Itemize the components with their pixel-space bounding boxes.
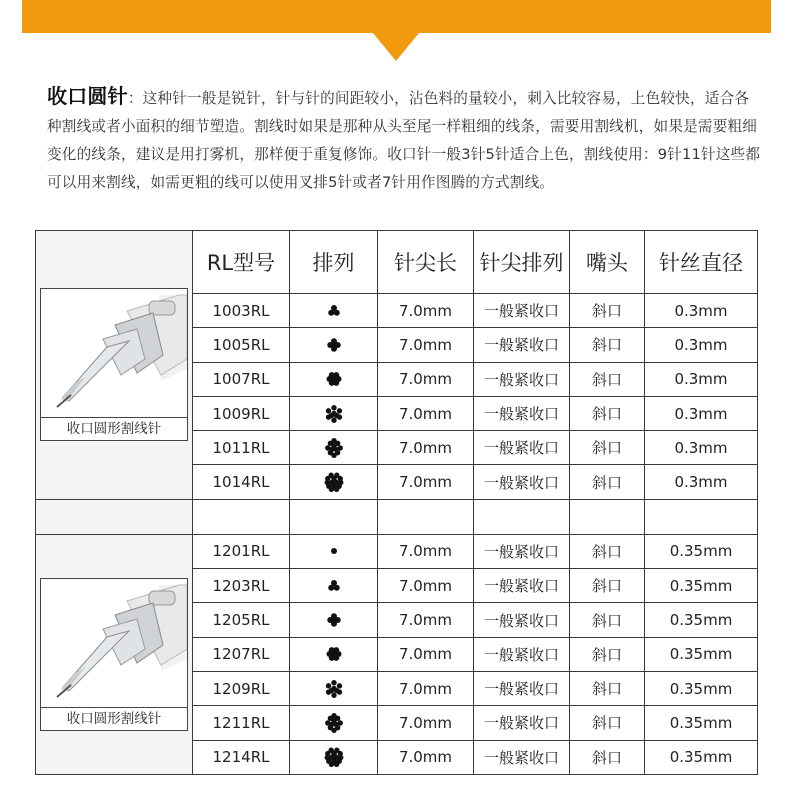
diameter-cell: 0.35mm	[645, 671, 758, 705]
arrangement-cell	[290, 740, 378, 774]
tip-length-cell: 7.0mm	[378, 671, 474, 705]
product-photo-label: 收口圆形割线针	[41, 707, 187, 730]
spacer-cell	[378, 499, 474, 534]
needle-dot	[331, 548, 337, 554]
needle-cartridge-icon	[41, 289, 187, 417]
needle-dot	[331, 692, 336, 697]
needle-dot	[328, 309, 334, 315]
needle-dot	[328, 687, 333, 692]
table-header-row	[36, 231, 758, 294]
diameter-cell: 0.3mm	[645, 396, 758, 430]
header-model: RL型号	[193, 231, 290, 294]
diameter-cell: 0.35mm	[645, 534, 758, 568]
needle-dot	[333, 380, 339, 386]
needle-dot	[333, 584, 339, 590]
needle-arrangement-icon	[317, 399, 351, 429]
diameter-cell: 0.3mm	[645, 328, 758, 362]
model-cell: 1214RL	[193, 740, 290, 774]
product-photo	[40, 288, 188, 441]
needle-dot	[336, 683, 341, 688]
needle-dot	[331, 417, 336, 422]
mouth-cell: 斜口	[570, 569, 645, 603]
mouth-cell: 斜口	[570, 637, 645, 671]
arrangement-cell	[290, 569, 378, 603]
spacer-cell	[474, 499, 570, 534]
model-cell: 1205RL	[193, 603, 290, 637]
needle-dot	[325, 408, 330, 413]
mouth-cell: 斜口	[570, 671, 645, 705]
needle-dot	[333, 446, 338, 451]
needle-arrangement-icon	[317, 571, 351, 601]
tip-length-cell: 7.0mm	[378, 328, 474, 362]
needle-dot	[331, 346, 337, 352]
model-cell: 1011RL	[193, 431, 290, 465]
needle-dot	[325, 683, 330, 688]
needle-dot	[328, 762, 333, 767]
model-cell: 1014RL	[193, 465, 290, 499]
tip-length-cell: 7.0mm	[378, 603, 474, 637]
needle-dot	[328, 487, 333, 492]
intro-text: ：这种针一般是锐针，针与针的间距较小，沾色料的量较小，刺入比较容易，上色较快，适合各种割线或者小面积的细节塑造。割线时如果是那种从头至尾一样粗细的线条，需要用割线机，如果是需要粗细变化的线条，建议是用打雾机，那样便于重复修饰。收口针一般3针5针适合上色，割线使用：9针11针这些都可以用来割线，如需更粗的线可以使用叉排5针或者7针用作图腾的方式割线。	[47, 90, 761, 191]
tip-arrangement-cell: 一般紧收口	[474, 671, 570, 705]
model-cell: 1209RL	[193, 671, 290, 705]
tip-length-cell: 7.0mm	[378, 294, 474, 328]
spacer-cell	[645, 499, 758, 534]
arrangement-cell	[290, 671, 378, 705]
mouth-cell: 斜口	[570, 603, 645, 637]
tip-length-cell: 7.0mm	[378, 431, 474, 465]
mouth-cell: 斜口	[570, 396, 645, 430]
model-cell: 1007RL	[193, 362, 290, 396]
spacer-cell	[36, 499, 193, 534]
diameter-cell: 0.3mm	[645, 465, 758, 499]
mouth-cell: 斜口	[570, 740, 645, 774]
needle-arrangement-icon	[317, 639, 351, 669]
diameter-cell: 0.35mm	[645, 569, 758, 603]
tip-length-cell: 7.0mm	[378, 465, 474, 499]
arrangement-cell	[290, 637, 378, 671]
tip-arrangement-cell: 一般紧收口	[474, 740, 570, 774]
needle-spec-table	[35, 230, 758, 775]
mouth-cell: 斜口	[570, 534, 645, 568]
model-cell: 1003RL	[193, 294, 290, 328]
mouth-cell: 斜口	[570, 328, 645, 362]
diameter-cell: 0.35mm	[645, 637, 758, 671]
needle-dot	[333, 655, 339, 661]
tip-length-cell: 7.0mm	[378, 569, 474, 603]
needle-dot	[331, 727, 336, 732]
diameter-cell: 0.35mm	[645, 706, 758, 740]
needle-arrangement-icon	[317, 433, 351, 463]
arrangement-cell	[290, 396, 378, 430]
arrangement-cell	[290, 362, 378, 396]
model-cell: 1005RL	[193, 328, 290, 362]
arrangement-cell	[290, 465, 378, 499]
diameter-cell: 0.3mm	[645, 294, 758, 328]
diameter-cell: 0.3mm	[645, 362, 758, 396]
product-photo-cell	[36, 534, 193, 774]
needle-arrangement-icon	[317, 742, 351, 772]
needle-dot	[333, 722, 338, 727]
header-mouth: 嘴头	[570, 231, 645, 294]
needle-dot	[331, 452, 336, 457]
tip-arrangement-cell: 一般紧收口	[474, 465, 570, 499]
mouth-cell: 斜口	[570, 431, 645, 465]
model-cell: 1207RL	[193, 637, 290, 671]
arrangement-cell	[290, 328, 378, 362]
tip-arrangement-cell: 一般紧收口	[474, 396, 570, 430]
arrangement-cell	[290, 706, 378, 740]
spacer-row	[36, 499, 758, 534]
needle-dot	[328, 584, 334, 590]
needle-dot	[333, 487, 338, 492]
model-cell: 1009RL	[193, 396, 290, 430]
tip-length-cell: 7.0mm	[378, 396, 474, 430]
needle-dot	[331, 680, 336, 685]
product-photo	[40, 578, 188, 731]
tip-arrangement-cell: 一般紧收口	[474, 328, 570, 362]
tip-arrangement-cell: 一般紧收口	[474, 534, 570, 568]
needle-dot	[333, 687, 338, 692]
spacer-cell	[290, 499, 378, 534]
arrangement-cell	[290, 603, 378, 637]
needle-dot	[331, 405, 336, 410]
mouth-cell: 斜口	[570, 362, 645, 396]
intro-title: 收口圆针	[47, 84, 128, 108]
diameter-cell: 0.3mm	[645, 431, 758, 465]
needle-dot	[331, 621, 337, 627]
header-arrangement: 排列	[290, 231, 378, 294]
product-photo-label: 收口圆形割线针	[41, 417, 187, 440]
spacer-cell	[570, 499, 645, 534]
tip-arrangement-cell: 一般紧收口	[474, 603, 570, 637]
diameter-cell: 0.35mm	[645, 740, 758, 774]
tip-arrangement-cell: 一般紧收口	[474, 569, 570, 603]
needle-arrangement-icon	[317, 296, 351, 326]
tip-length-cell: 7.0mm	[378, 637, 474, 671]
needle-arrangement-icon	[317, 330, 351, 360]
model-cell: 1211RL	[193, 706, 290, 740]
tip-arrangement-cell: 一般紧收口	[474, 362, 570, 396]
tip-arrangement-cell: 一般紧收口	[474, 431, 570, 465]
mouth-cell: 斜口	[570, 465, 645, 499]
needle-arrangement-icon	[317, 364, 351, 394]
arrangement-cell	[290, 294, 378, 328]
tip-length-cell: 7.0mm	[378, 534, 474, 568]
header-tip-length: 针尖长	[378, 231, 474, 294]
needle-arrangement-icon	[317, 605, 351, 635]
tip-arrangement-cell: 一般紧收口	[474, 294, 570, 328]
needle-dot	[333, 762, 338, 767]
header-diameter: 针丝直径	[645, 231, 758, 294]
down-arrow-icon	[373, 33, 419, 61]
needle-dot	[336, 408, 341, 413]
header-tip-arrangement: 针尖排列	[474, 231, 570, 294]
needle-dot	[333, 412, 338, 417]
tip-length-cell: 7.0mm	[378, 740, 474, 774]
tip-length-cell: 7.0mm	[378, 706, 474, 740]
intro-paragraph	[47, 82, 762, 197]
diameter-cell: 0.35mm	[645, 603, 758, 637]
tip-arrangement-cell: 一般紧收口	[474, 706, 570, 740]
table-row	[36, 534, 758, 568]
needle-arrangement-icon	[317, 674, 351, 704]
model-cell: 1203RL	[193, 569, 290, 603]
arrangement-cell	[290, 534, 378, 568]
needle-arrangement-icon	[317, 536, 351, 566]
mouth-cell: 斜口	[570, 294, 645, 328]
needle-cartridge-icon	[41, 579, 187, 707]
top-banner	[22, 0, 771, 33]
needle-arrangement-icon	[317, 467, 351, 497]
tip-arrangement-cell: 一般紧收口	[474, 637, 570, 671]
product-photo-cell	[36, 231, 193, 500]
model-cell: 1201RL	[193, 534, 290, 568]
spacer-cell	[193, 499, 290, 534]
tip-length-cell: 7.0mm	[378, 362, 474, 396]
needle-arrangement-icon	[317, 708, 351, 738]
needle-dot	[328, 412, 333, 417]
mouth-cell: 斜口	[570, 706, 645, 740]
arrangement-cell	[290, 431, 378, 465]
needle-dot	[333, 309, 339, 315]
